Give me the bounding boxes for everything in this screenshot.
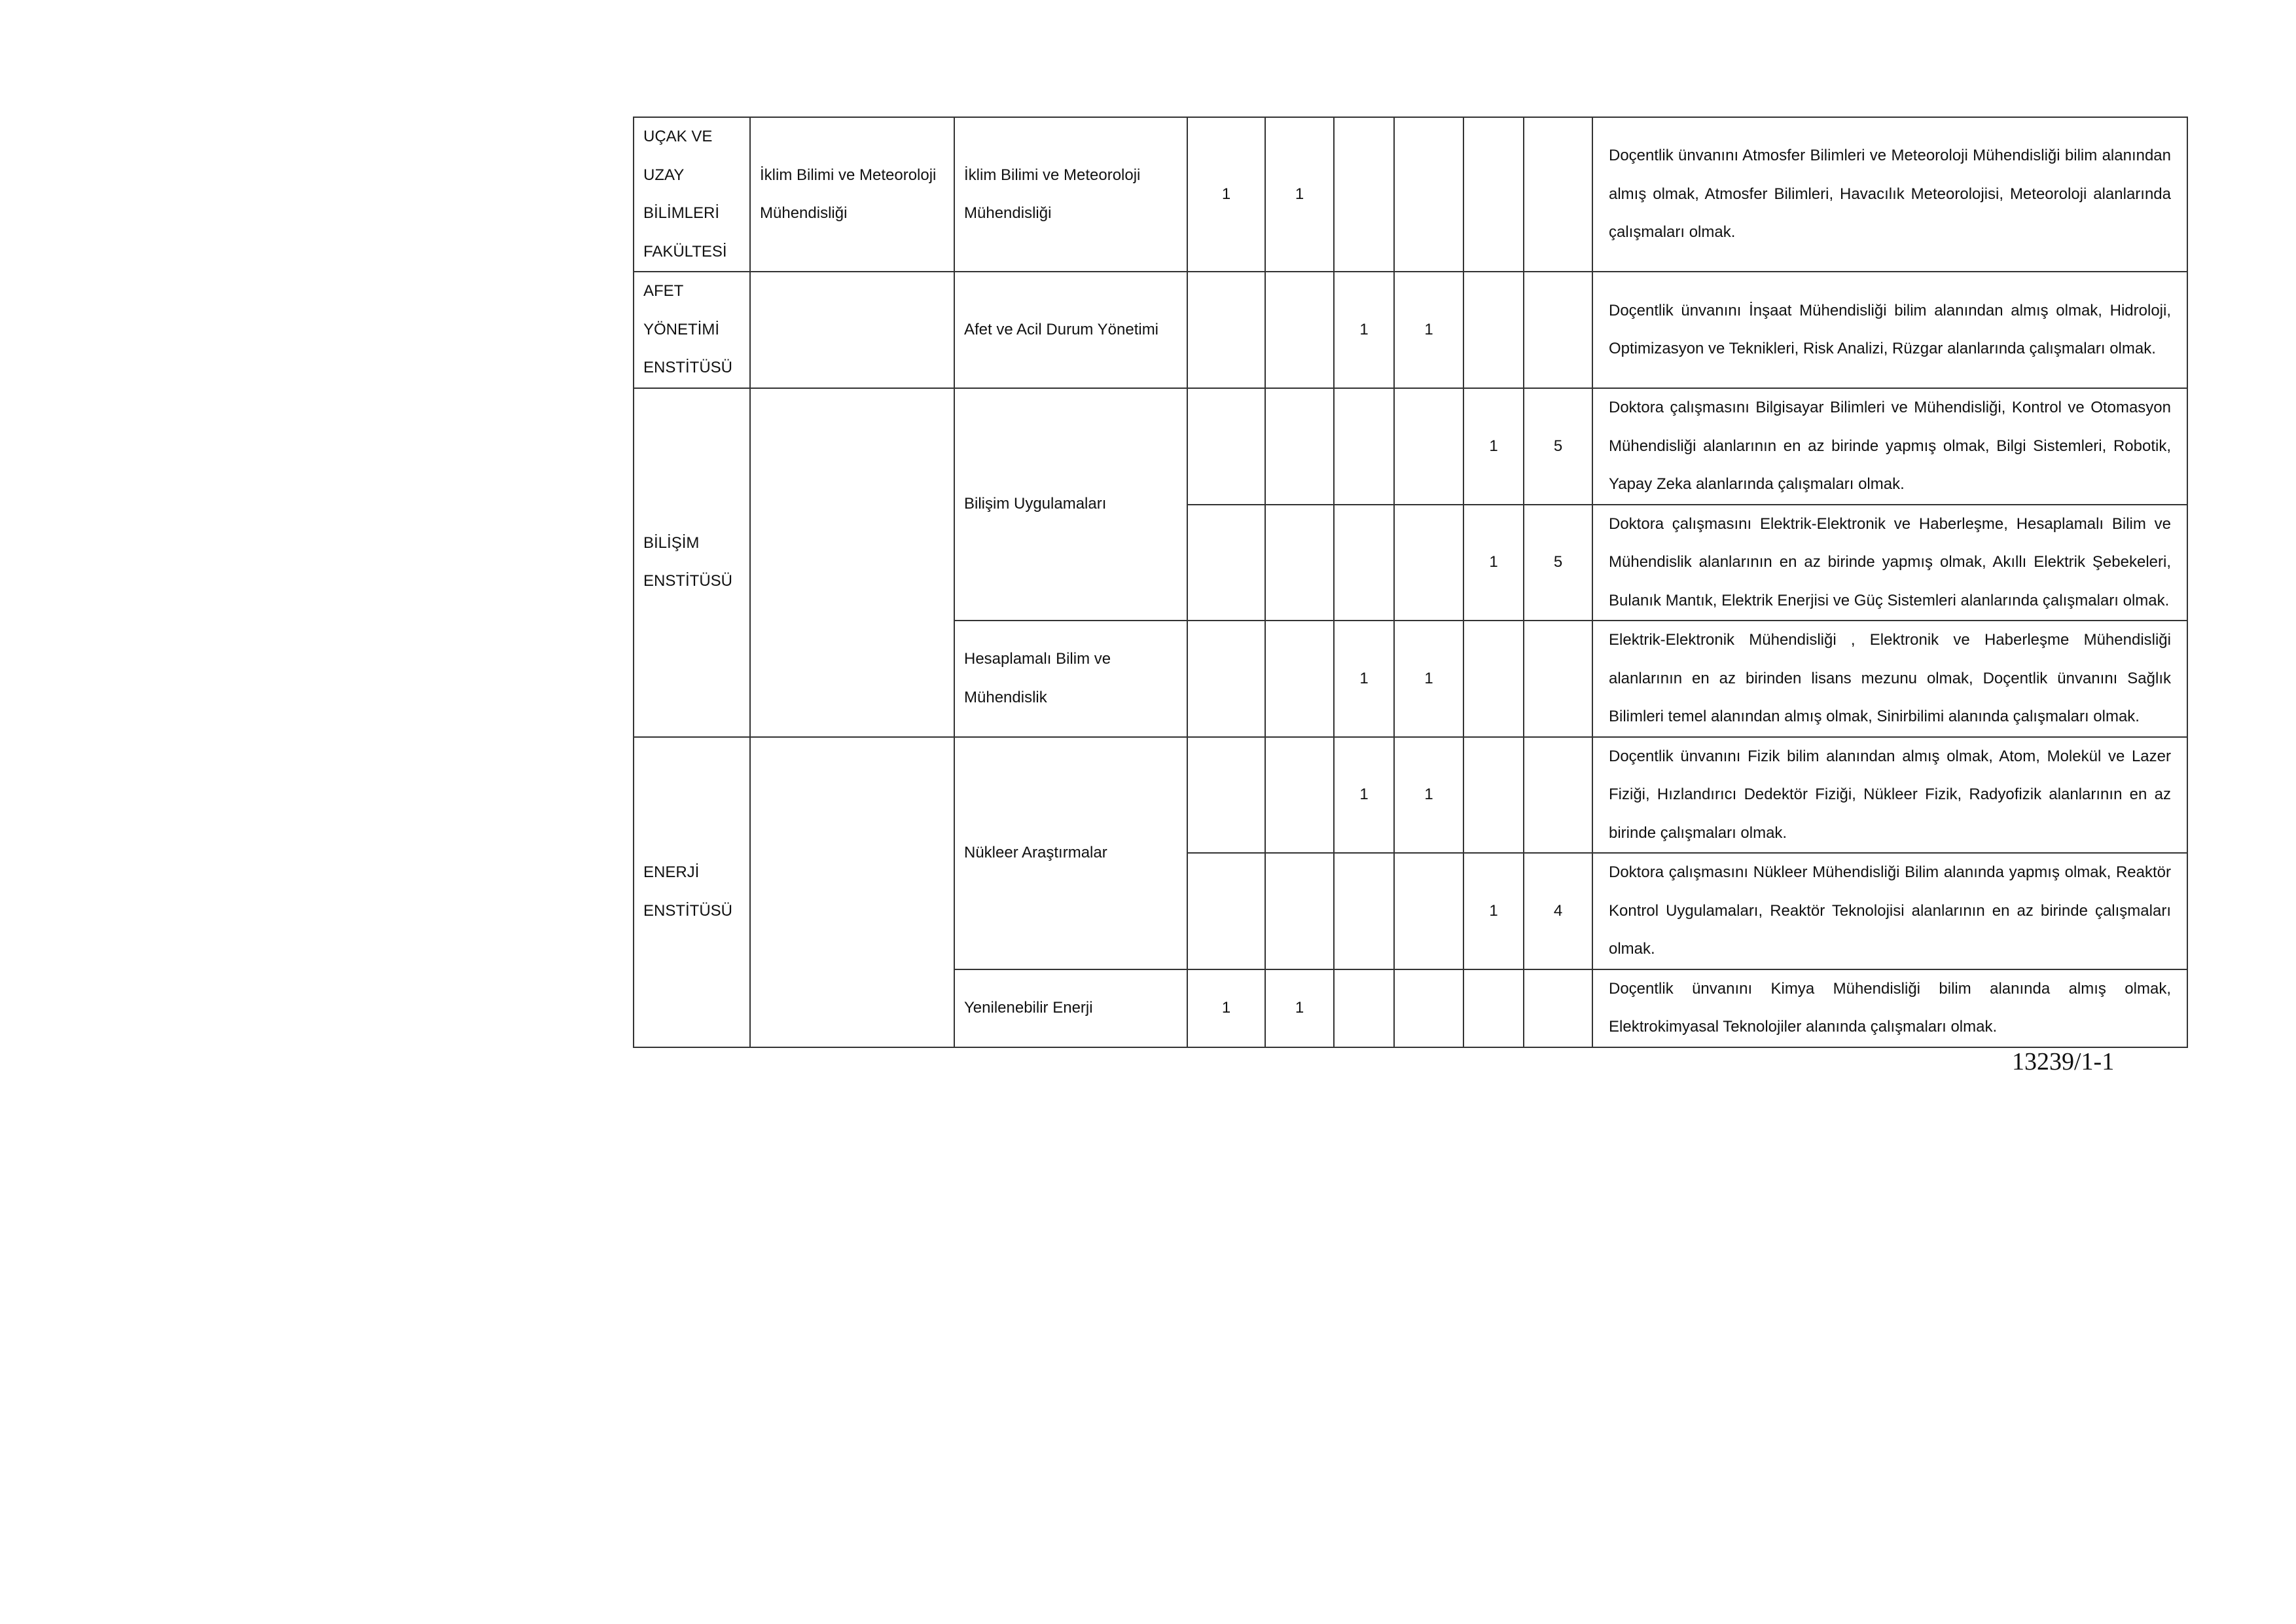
- field-cell: Nükleer Araştırmalar: [954, 737, 1187, 969]
- count-cell-5: [1463, 737, 1524, 854]
- count-cell-1: [1187, 621, 1265, 737]
- count-cell-6: 5: [1524, 505, 1592, 621]
- count-cell-3: [1334, 505, 1394, 621]
- program-cell: [750, 388, 954, 737]
- field-cell: Afet ve Acil Durum Yönetimi: [954, 272, 1187, 388]
- field-cell: Bilişim Uygulamaları: [954, 388, 1187, 621]
- count-cell-2: 1: [1265, 969, 1334, 1047]
- count-cell-5: 1: [1463, 853, 1524, 969]
- count-cell-4: [1394, 388, 1463, 505]
- count-cell-2: [1265, 505, 1334, 621]
- staff-requirements-table: [633, 117, 2188, 1048]
- count-cell-2: [1265, 737, 1334, 854]
- count-cell-4: 1: [1394, 621, 1463, 737]
- document-reference-number: 13239/1-1: [2012, 1048, 2115, 1075]
- count-cell-4: [1394, 853, 1463, 969]
- requirement-cell: Doçentlik ünvanını Fizik bilim alanından almış olmak, Atom, Molekül ve Lazer Fiziği, Hızlandırıcı Dedektör Fiziği, Nükleer Fizik, Radyofizik alanlarının en az birinde çalışmaları olmak.: [1592, 737, 2187, 854]
- requirement-cell: Doçentlik ünvanını İnşaat Mühendisliği bilim alanından almış olmak, Hidroloji, Optimizasyon ve Teknikleri, Risk Analizi, Rüzgar alanlarında çalışmaları olmak.: [1592, 272, 2187, 388]
- count-cell-2: [1265, 272, 1334, 388]
- count-cell-1: [1187, 272, 1265, 388]
- unit-cell: ENERJİ ENSTİTÜSÜ: [634, 737, 750, 1047]
- count-cell-2: [1265, 853, 1334, 969]
- table-row: [634, 737, 2187, 854]
- count-cell-2: [1265, 621, 1334, 737]
- program-cell: İklim Bilimi ve Meteoroloji Mühendisliği: [750, 117, 954, 272]
- count-cell-6: 5: [1524, 388, 1592, 505]
- count-cell-4: 1: [1394, 737, 1463, 854]
- count-cell-1: [1187, 853, 1265, 969]
- count-cell-4: [1394, 117, 1463, 272]
- count-cell-2: 1: [1265, 117, 1334, 272]
- requirement-cell: Doktora çalışmasını Nükleer Mühendisliği Bilim alanında yapmış olmak, Reaktör Kontrol Uygulamaları, Reaktör Teknolojisi alanlarının en az birinde çalışmaları olmak.: [1592, 853, 2187, 969]
- requirement-cell: Elektrik-Elektronik Mühendisliği , Elektronik ve Haberleşme Mühendisliği alanlarının en az birinden lisans mezunu olmak, Doçentlik ünvanını Sağlık Bilimleri temel alanından almış olmak, Sinirbilimi alanında çalışmaları olmak.: [1592, 621, 2187, 737]
- unit-cell: AFET YÖNETİMİ ENSTİTÜSÜ: [634, 272, 750, 388]
- unit-cell: BİLİŞİM ENSTİTÜSÜ: [634, 388, 750, 737]
- count-cell-3: [1334, 853, 1394, 969]
- count-cell-3: [1334, 388, 1394, 505]
- count-cell-1: [1187, 388, 1265, 505]
- count-cell-3: 1: [1334, 621, 1394, 737]
- program-cell: [750, 737, 954, 1047]
- program-cell: [750, 272, 954, 388]
- field-cell: İklim Bilimi ve Meteoroloji Mühendisliği: [954, 117, 1187, 272]
- count-cell-6: [1524, 969, 1592, 1047]
- count-cell-5: [1463, 969, 1524, 1047]
- count-cell-5: [1463, 272, 1524, 388]
- count-cell-5: 1: [1463, 388, 1524, 505]
- count-cell-1: [1187, 737, 1265, 854]
- count-cell-6: 4: [1524, 853, 1592, 969]
- field-cell: Hesaplamalı Bilim ve Mühendislik: [954, 621, 1187, 737]
- field-cell: Yenilenebilir Enerji: [954, 969, 1187, 1047]
- count-cell-6: [1524, 272, 1592, 388]
- table-row: [634, 272, 2187, 388]
- count-cell-5: [1463, 117, 1524, 272]
- count-cell-2: [1265, 388, 1334, 505]
- count-cell-5: [1463, 621, 1524, 737]
- count-cell-3: [1334, 969, 1394, 1047]
- count-cell-3: 1: [1334, 272, 1394, 388]
- count-cell-4: 1: [1394, 272, 1463, 388]
- table-row: [634, 117, 2187, 272]
- count-cell-4: [1394, 505, 1463, 621]
- count-cell-1: 1: [1187, 117, 1265, 272]
- table-row: [634, 388, 2187, 505]
- count-cell-1: 1: [1187, 969, 1265, 1047]
- count-cell-4: [1394, 969, 1463, 1047]
- count-cell-6: [1524, 621, 1592, 737]
- requirement-cell: Doçentlik ünvanını Kimya Mühendisliği bilim alanında almış olmak, Elektrokimyasal Teknolojiler alanında çalışmaları olmak.: [1592, 969, 2187, 1047]
- count-cell-3: [1334, 117, 1394, 272]
- requirement-cell: Doktora çalışmasını Elektrik-Elektronik ve Haberleşme, Hesaplamalı Bilim ve Mühendislik alanlarının en az birinde yapmış olmak, Akıllı Elektrik Şebekeleri, Bulanık Mantık, Elektrik Enerjisi ve Güç Sistemleri alanlarında çalışmaları olmak.: [1592, 505, 2187, 621]
- requirement-cell: Doçentlik ünvanını Atmosfer Bilimleri ve Meteoroloji Mühendisliği bilim alanından almış olmak, Atmosfer Bilimleri, Havacılık Meteorolojisi, Meteoroloji alanlarında çalışmaları olmak.: [1592, 117, 2187, 272]
- count-cell-3: 1: [1334, 737, 1394, 854]
- count-cell-5: 1: [1463, 505, 1524, 621]
- requirement-cell: Doktora çalışmasını Bilgisayar Bilimleri ve Mühendisliği, Kontrol ve Otomasyon Mühendisliği alanlarının en az birinde yapmış olmak, Bilgi Sistemleri, Robotik, Yapay Zeka alanlarında çalışmaları olmak.: [1592, 388, 2187, 505]
- count-cell-6: [1524, 117, 1592, 272]
- count-cell-6: [1524, 737, 1592, 854]
- unit-cell: UÇAK VE UZAY BİLİMLERİ FAKÜLTESİ: [634, 117, 750, 272]
- count-cell-1: [1187, 505, 1265, 621]
